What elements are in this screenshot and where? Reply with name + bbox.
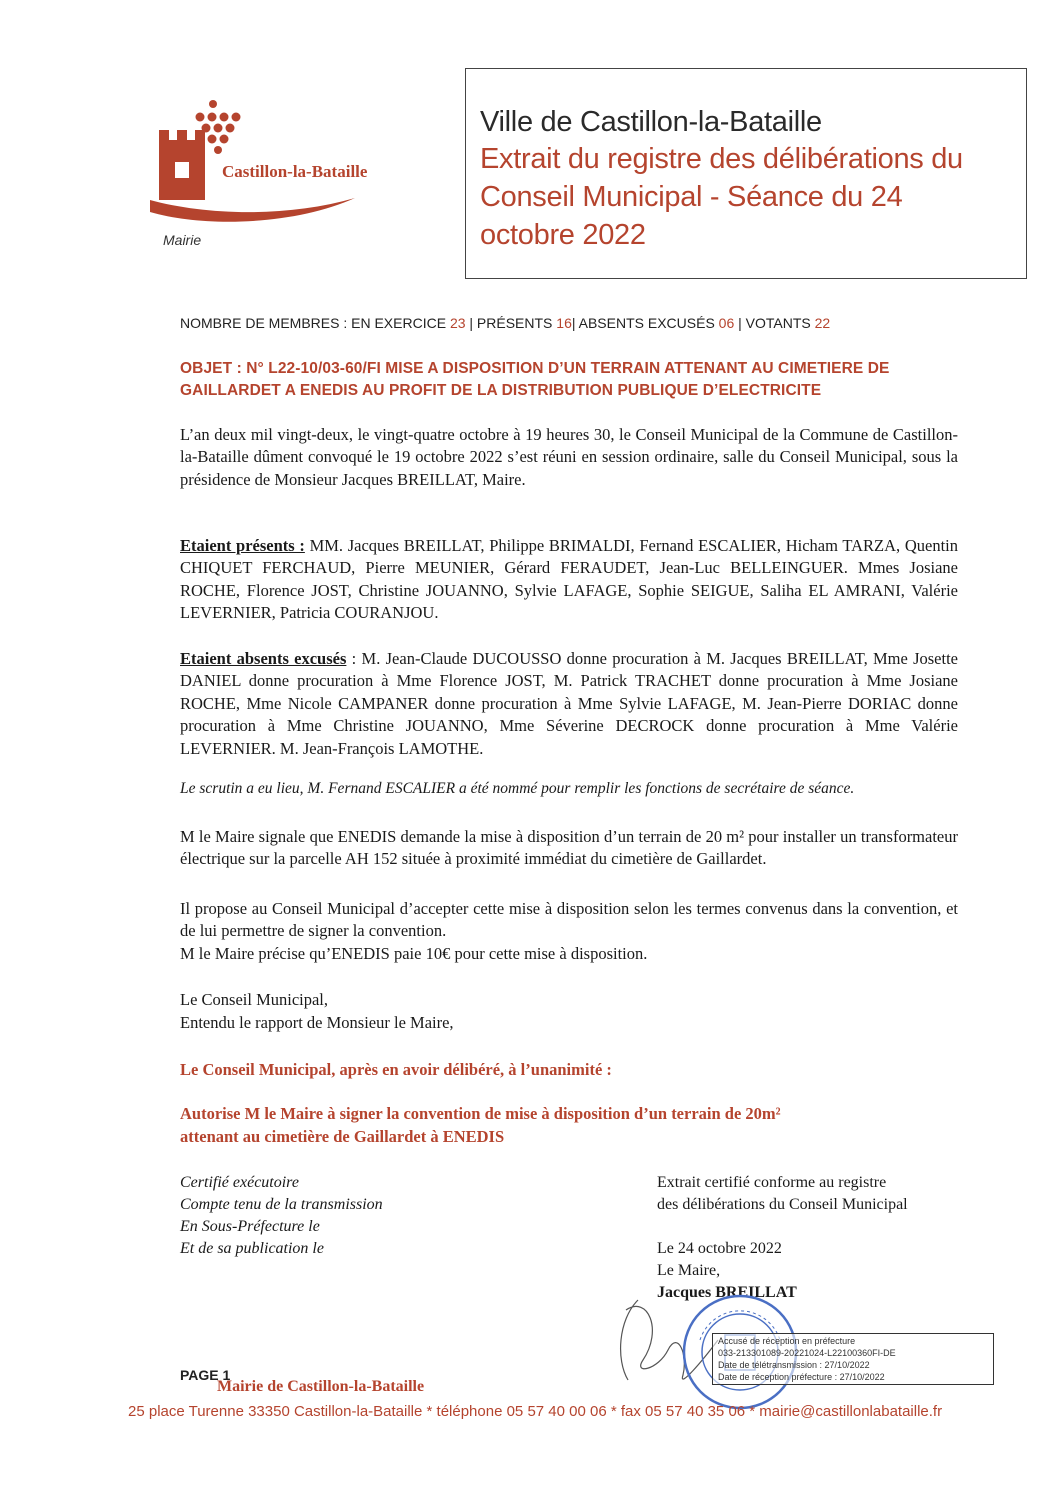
members-presents: 16	[556, 315, 572, 331]
stamp-line3: Date de télétransmission : 27/10/2022	[718, 1360, 870, 1370]
decision-line1: Autorise M le Maire à signer la convention de mise à disposition d’un terrain de 20m²	[180, 1104, 781, 1123]
certifie-line3: En Sous-Préfecture le	[180, 1218, 320, 1235]
extrait-role: Le Maire,	[657, 1262, 721, 1279]
objet-line1: OBJET : N° L22-10/03-60/FI MISE A DISPOSITION D’UN TERRAIN ATTENANT AU CIMETIERE DE	[180, 360, 890, 377]
absents-paragraph	[180, 648, 958, 760]
footer-address: 25 place Turenne 33350 Castillon-la-Bataille * téléphone 05 57 40 00 06 * fax 05 57 40 35 06 * mairie@castillonlabataille.fr	[128, 1403, 943, 1420]
members-presents-label: | PRÉSENTS	[469, 315, 553, 331]
decision-line2: attenant au cimetière de Gaillardet à ENEDIS	[180, 1127, 505, 1146]
certifie-line2: Compte tenu de la transmission	[180, 1196, 383, 1213]
extrait-line1: Extrait certifié conforme au registre	[657, 1174, 887, 1191]
members-count-line	[180, 315, 830, 331]
members-votants: 22	[814, 315, 831, 331]
presents-paragraph	[180, 535, 958, 625]
presents-list: MM. Jacques BREILLAT, Philippe BRIMALDI, Fernand ESCALIER, Hicham TARZA, Quentin CHIQUET FERCHAUD, Pierre MEUNIER, Gérard FERAUDET, Jean-Luc BELLEINGUER. Mmes Josiane ROCHE, Florence JOST, Christine JOUANNO, Sylvie LAFAGE, Sophie SEIGUE, Saliha EL AMRANI, Valérie LEVERNIER, Patricia COURANJOU.	[180, 536, 959, 623]
header-registry-line1: Extrait du registre des délibérations du	[480, 143, 963, 175]
logo-text: Castillon-la-Bataille	[222, 162, 368, 181]
intro-paragraph: L’an deux mil vingt-deux, le vingt-quatre octobre à 19 heures 30, le Conseil Municipal de la Commune de Castillon-la-Bataille dûment convoqué le 19 octobre 2022 s’est réuni en session ordinaire, salle du Conseil Municipal, sous la présidence de Monsieur Jacques BREILLAT, Maire.	[180, 425, 958, 489]
members-absents-label: | ABSENTS EXCUSÉS	[571, 315, 715, 331]
extrait-date: Le 24 octobre 2022	[657, 1240, 782, 1257]
certifie-line4: Et de sa publication le	[180, 1240, 324, 1257]
absents-label: Etaient absents excusés	[180, 649, 347, 668]
extrait-line2: des délibérations du Conseil Municipal	[657, 1196, 908, 1213]
certifie-line1: Certifié exécutoire	[180, 1174, 299, 1191]
header-city-title: Ville de Castillon-la-Bataille	[480, 106, 822, 138]
entendu-line1: Le Conseil Municipal,	[180, 990, 329, 1009]
logo-subtitle: Mairie	[163, 232, 202, 248]
members-absents: 06	[718, 315, 735, 331]
stamp-line1: Accusé de réception en préfecture	[718, 1336, 856, 1346]
objet-line2: GAILLARDET A ENEDIS AU PROFIT DE LA DISTRIBUTION PUBLIQUE D’ELECTRICITE	[180, 382, 822, 399]
header-registry-line3: octobre 2022	[480, 219, 646, 251]
stamp-line4: Date de réception préfecture : 27/10/2022	[718, 1372, 885, 1382]
decision-title: Le Conseil Municipal, après en avoir délibéré, à l’unanimité :	[180, 1060, 612, 1079]
body-paragraph-3: M le Maire précise qu’ENEDIS paie 10€ pour cette mise à disposition.	[180, 944, 648, 963]
header-registry-line2: Conseil Municipal - Séance du 24	[480, 181, 903, 213]
body-paragraph-1: M le Maire signale que ENEDIS demande la mise à disposition d’un terrain de 20 m² pour installer un transformateur électrique sur la parcelle AH 152 située à proximité immédiat du cimetière de Gaillardet.	[180, 827, 958, 869]
mayor-name: Jacques BREILLAT	[657, 1284, 797, 1301]
scrutin-paragraph: Le scrutin a eu lieu, M. Fernand ESCALIER a été nommé pour remplir les fonctions de secrétaire de séance.	[180, 780, 855, 797]
absents-list: : M. Jean-Claude DUCOUSSO donne procuration à M. Jacques BREILLAT, Mme Josette DANIEL donne procuration à Mme Florence JOST, M. Patrick TRACHET donne procuration à Mme Josiane ROCHE, Mme Nicole CAMPANER donne procuration à Mme Sylvie LAFAGE, M. Jean-Pierre DORIAC donne procuration à Mme Christine JOUANNO, Mme Séverine DECROCK donne procuration à Mme Valérie LEVERNIER. M. Jean-François LAMOTHE.	[180, 649, 958, 758]
members-label: NOMBRE DE MEMBRES : EN EXERCICE	[180, 315, 447, 331]
body-paragraph-2: Il propose au Conseil Municipal d’accepter cette mise à disposition selon les termes convenus dans la convention, et de lui permettre de signer la convention.	[180, 899, 958, 941]
members-en-exercice: 23	[449, 315, 466, 331]
stamp-line2: 033-213301089-20221024-L22100360FI-DE	[718, 1348, 896, 1358]
footer-mairie: Mairie de Castillon-la-Bataille	[217, 1378, 425, 1395]
page-number: PAGE 1	[180, 1367, 231, 1383]
entendu-line2: Entendu le rapport de Monsieur le Maire,	[180, 1013, 454, 1032]
members-votants-label: | VOTANTS	[738, 315, 811, 331]
presents-label: Etaient présents :	[180, 536, 305, 555]
